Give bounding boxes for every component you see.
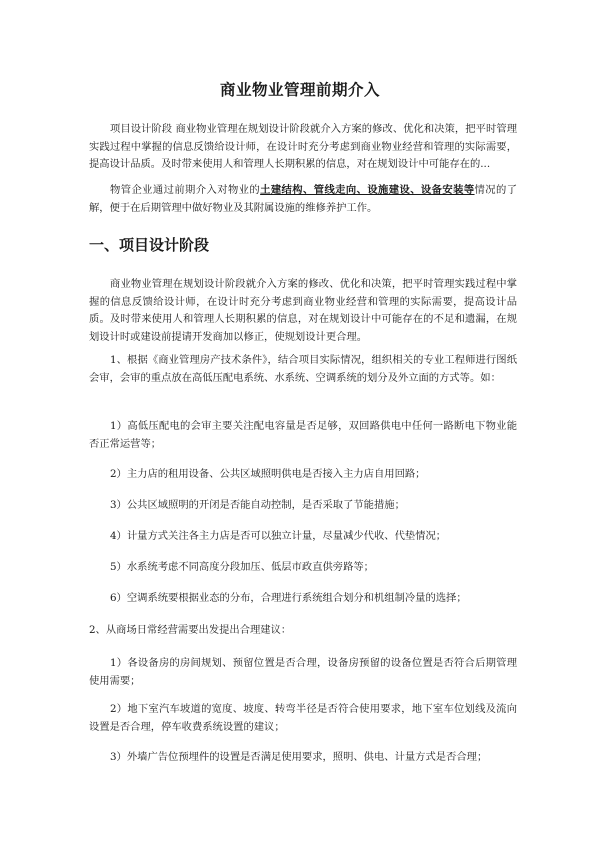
section-1-heading: 一、项目设计阶段 [89, 236, 210, 254]
section-1-point-1: 1、根据《商业管理房产技术条件》，结合项目实际情况，组织相关的专业工程师进行图纸会审，会审的重点放在高低压配电系统、水系统、空调系统的划分及外立面的方式等。如： [89, 354, 517, 384]
point-2-item-2: 2）地下室汽车坡道的宽度、坡度、转弯半径是否符合使用要求，地下室车位划线及流向设置是否合理，停车收费系统设置的建议； [89, 703, 517, 733]
intro-paragraph-2-emphasis: 土建结构、管线走向、设施建设、设备安装等 [260, 184, 475, 196]
sub-item-3: 3）公共区域照明的开闭是否能自动控制，是否采取了节能措施； [110, 499, 405, 511]
intro-paragraph-2-after: 情况的了解，便于在后期管理中做好物业及其附属设施的维修养护工作。 [89, 184, 518, 214]
intro-paragraph-2 [89, 182, 517, 217]
intro-paragraph-1: 项目设计阶段 商业物业管理在规划设计阶段就介入方案的修改、优化和决策，把平时管理实践过程中掌握的信息反馈给设计师，在设计时充分考虑到商业物业经营和管理的实际需要，提高设计品质。及时带来使用人和管理人长期积累的信息，对在规划设计中可能存在的... [89, 123, 517, 170]
sub-item-6: 6）空调系统要根据业态的分布，合理进行系统组合划分和机组制冷量的选择； [110, 592, 467, 604]
sub-item-1: 1）高低压配电的会审主要关注配电容量是否足够，双回路供电中任何一路断电下物业能否正常运营等； [89, 420, 517, 450]
document-title: 商业物业管理前期介入 [219, 81, 380, 99]
section-1-body: 商业物业管理在规划设计阶段就介入方案的修改、优化和决策，把平时管理实践过程中掌握的信息反馈给设计师，在设计时充分考虑到商业物业经营和管理的实际需要，提高设计品质。及时带来使用人和管理人长期积累的信息，对在规划设计中可能存在的不足和遗漏，在规划设计时或建设前提请开发商加以修正，使规划设计更合理。 [89, 278, 517, 343]
point-2-item-3: 3）外墙广告位预埋件的设置是否满足使用要求，照明、供电、计量方式是否合理； [110, 751, 488, 763]
intro-paragraph-2-before: 物管企业通过前期介入对物业的 [110, 184, 261, 196]
section-1-point-2: 2、从商场日常经营需要出发提出合理建议： [89, 624, 292, 636]
sub-item-2: 2）主力店的租用设备、公共区域照明供电是否接入主力店自用回路； [110, 468, 426, 480]
sub-item-5: 5）水系统考虑不同高度分段加压、低层市政直供旁路等； [110, 561, 374, 573]
sub-item-4: 4）计量方式关注各主力店是否可以独立计量，尽量减少代收、代垫情况； [110, 530, 447, 542]
point-2-item-1: 1）各设备房的房间规划、预留位置是否合理，设备房预留的设备位置是否符合后期管理使用需要； [89, 657, 517, 687]
